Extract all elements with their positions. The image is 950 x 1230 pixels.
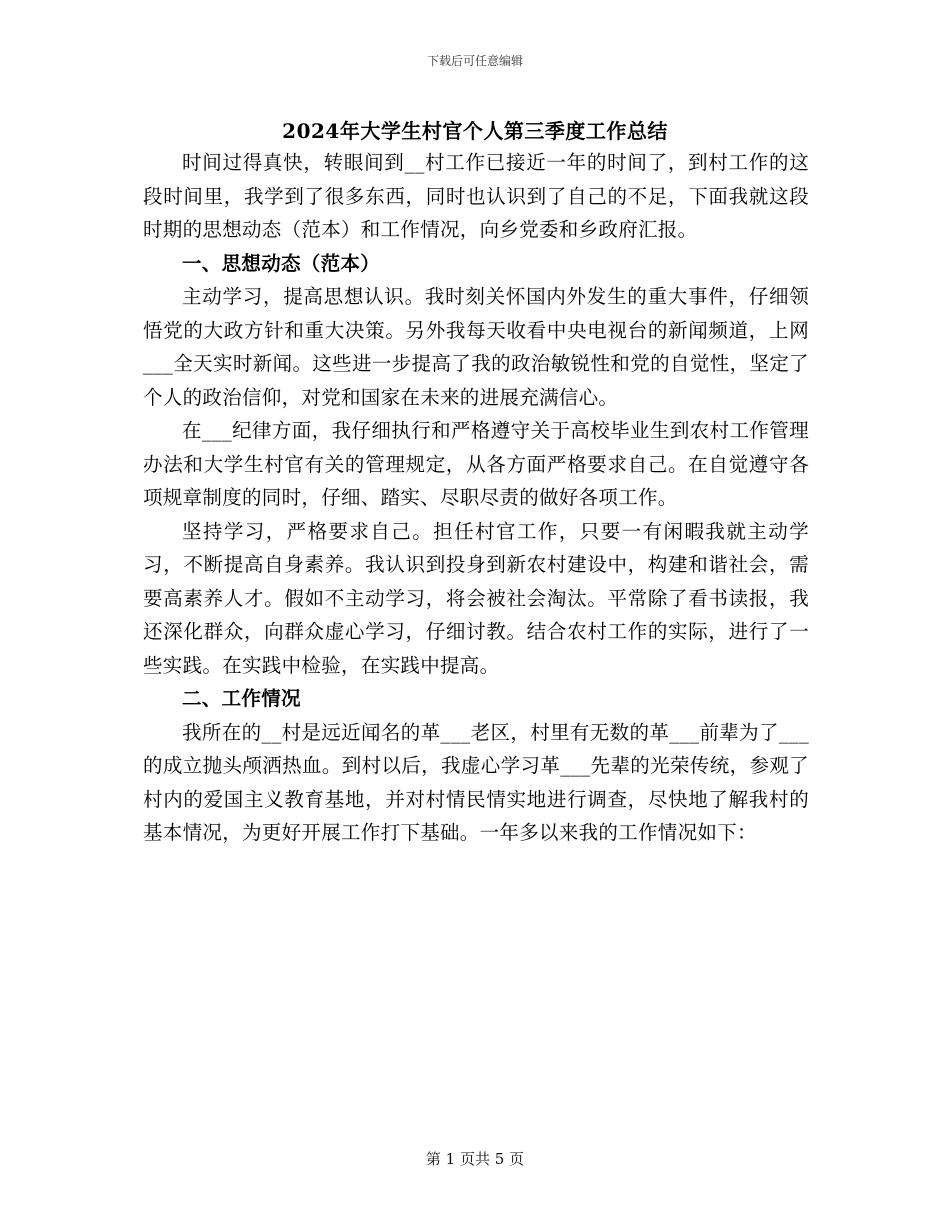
paragraph-1: 主动学习，提高思想认识。我时刻关怀国内外发生的重大事件，仔细领悟党的大政方针和重大决策。另外我每天收看中央电视台的新闻频道，上网___全天实时新闻。这些进一步提高了我的政治敏锐性和党的自觉性，坚定了个人的政治信仰，对党和国家在未来的进展充满信心。 <box>143 285 809 409</box>
section-heading-2: 二、工作情况 <box>182 687 301 710</box>
document-body <box>143 146 809 850</box>
section-heading-1: 一、思想动态（范本） <box>182 251 381 275</box>
document-title: 2024年大学生村官个人第三季度工作总结 <box>282 119 668 143</box>
intro-paragraph: 时间过得真快，转眼间到__村工作已接近一年的时间了，到村工作的这段时间里，我学到了很多东西，同时也认识到了自己的不足，下面我就这段时期的思想动态（范本）和工作情况，向乡党委和乡政府汇报。 <box>143 151 809 241</box>
header-note: 下载后可任意编辑 <box>426 54 523 68</box>
paragraph-3: 坚持学习，严格要求自己。担任村官工作，只要一有闲暇我就主动学习，不断提高自身素养。我认识到投身到新农村建设中，构建和谐社会，需要高素养人才。假如不主动学习，将会被社会淘汰。平常除了看书读报，我还深化群众，向群众虚心学习，仔细讨教。结合农村工作的实际，进行了一些实践。在实践中检验，在实践中提高。 <box>143 519 809 677</box>
paragraph-4: 我所在的__村是远近闻名的革___老区，村里有无数的革___前辈为了___的成立抛头颅洒热血。到村以后，我虚心学习革___先辈的光荣传统，参观了村内的爱国主义教育基地，并对村情民情实地进行调查，尽快地了解我村的基本情况，为更好开展工作打下基础。一年多以来我的工作情况如下： <box>143 720 809 844</box>
page-footer: 第 1 页共 5 页 <box>425 1150 525 1168</box>
paragraph-2: 在___纪律方面，我仔细执行和严格遵守关于高校毕业生到农村工作管理办法和大学生村官有关的管理规定，从各方面严格要求自己。在自觉遵守各项规章制度的同时，仔细、踏实、尽职尽责的做好各项工作。 <box>143 419 809 509</box>
